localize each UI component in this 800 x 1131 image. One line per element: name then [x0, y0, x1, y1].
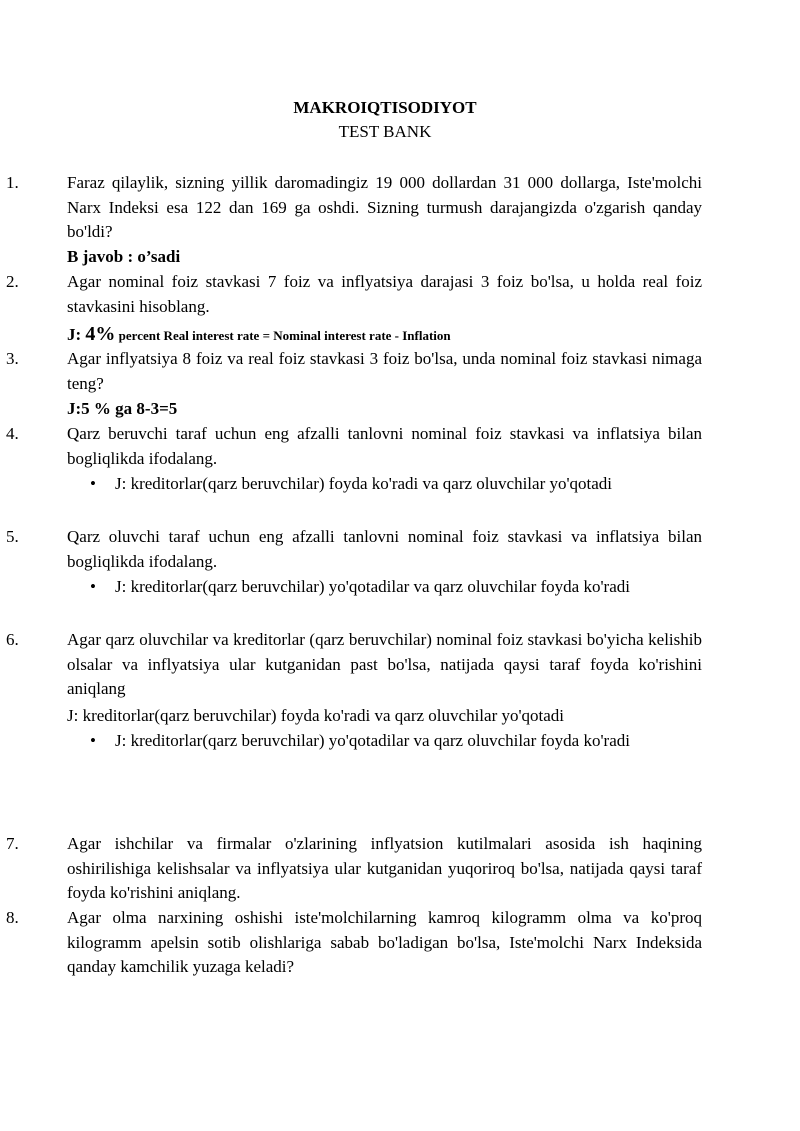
- question-number: 3.: [6, 349, 19, 368]
- answer-bullet-4: [90, 472, 612, 497]
- question-text: Agar qarz oluvchilar va kreditorlar (qarz beruvchilar) nominal foiz stavkasi bo'yicha kelishib olsalar va inflyatsiya ular kutganidan past bo'lsa, natijada qaysi taraf foyda ko'rishini aniqlang: [67, 630, 702, 698]
- question-text: Faraz qilaylik, sizning yillik daromadingiz 19 000 dollardan 31 000 dollarga, Iste'molchi Narx Indeksi esa 122 dan 169 ga oshdi. Sizning turmush darajangizda o'zgarish qanday bo'ldi?: [67, 173, 702, 241]
- question-text: Qarz beruvchi taraf uchun eng afzalli tanlovni nominal foiz stavkasi va inflatsiya bilan bogliqlikda ifodalang.: [67, 424, 702, 468]
- answer-1: B javob : o’sadi: [67, 247, 181, 266]
- question-6: [0, 628, 800, 702]
- question-number: 2.: [6, 272, 19, 291]
- question-8: [0, 906, 800, 980]
- answer-2: [67, 322, 451, 349]
- question-1: [0, 171, 800, 245]
- question-7: [0, 832, 800, 906]
- question-2: [0, 270, 800, 319]
- bullet-icon: •: [90, 731, 96, 750]
- question-number: 1.: [6, 173, 19, 192]
- answer-bullet-6: [90, 729, 630, 754]
- document-title: MAKROIQTISODIYOT: [293, 98, 477, 117]
- bullet-text: J: kreditorlar(qarz beruvchilar) yo'qotadilar va qarz oluvchilar foyda ko'radi: [115, 731, 630, 750]
- question-number: 8.: [6, 908, 19, 927]
- answer-line-6: J: kreditorlar(qarz beruvchilar) foyda ko'radi va qarz oluvchilar yo'qotadi: [67, 706, 565, 725]
- question-text: Qarz oluvchi taraf uchun eng afzalli tanlovni nominal foiz stavkasi va inflatsiya bilan bogliqlikda ifodalang.: [67, 527, 702, 571]
- question-text: Agar olma narxining oshishi iste'molchilarning kamroq kilogramm olma va ko'proq kilogramm apelsin sotib olishlariga sabab bo'ladigan bo'lsa, Iste'molchi Narx Indeksida qanday kamchilik yuzaga keladi?: [67, 908, 702, 976]
- bullet-icon: •: [90, 474, 96, 493]
- question-text: Agar ishchilar va firmalar o'zlarining inflyatsion kutilmalari asosida ish haqining oshirilishiga kelishsalar va inflyatsiya ular kutganidan yuqoriroq bo'lsa, natijada qaysi taraf foyda ko'rishini aniqlang.: [67, 834, 702, 902]
- bullet-icon: •: [90, 577, 96, 596]
- document-subtitle: TEST BANK: [338, 122, 432, 141]
- answer-value: 4%: [85, 323, 116, 345]
- bullet-text: J: kreditorlar(qarz beruvchilar) yo'qotadilar va qarz oluvchilar foyda ko'radi: [115, 577, 630, 596]
- question-5: [0, 525, 800, 574]
- question-text: Agar inflyatsiya 8 foiz va real foiz stavkasi 3 foiz bo'lsa, unda nominal foiz stavkasi nimaga teng?: [67, 349, 702, 393]
- answer-3: J:5 % ga 8-3=5: [67, 399, 178, 418]
- answer-prefix: J:: [67, 325, 86, 344]
- bullet-text: J: kreditorlar(qarz beruvchilar) foyda ko'radi va qarz oluvchilar yo'qotadi: [115, 474, 613, 493]
- question-3: [0, 347, 800, 396]
- question-number: 4.: [6, 424, 19, 443]
- question-number: 6.: [6, 630, 19, 649]
- question-text: Agar nominal foiz stavkasi 7 foiz va inflyatsiya darajasi 3 foiz bo'lsa, u holda real foiz stavkasini hisoblang.: [67, 272, 702, 316]
- question-number: 5.: [6, 527, 19, 546]
- answer-bullet-5: [90, 575, 630, 600]
- question-number: 7.: [6, 834, 19, 853]
- question-4: [0, 422, 800, 471]
- answer-formula: percent Real interest rate = Nominal interest rate - Inflation: [115, 328, 451, 343]
